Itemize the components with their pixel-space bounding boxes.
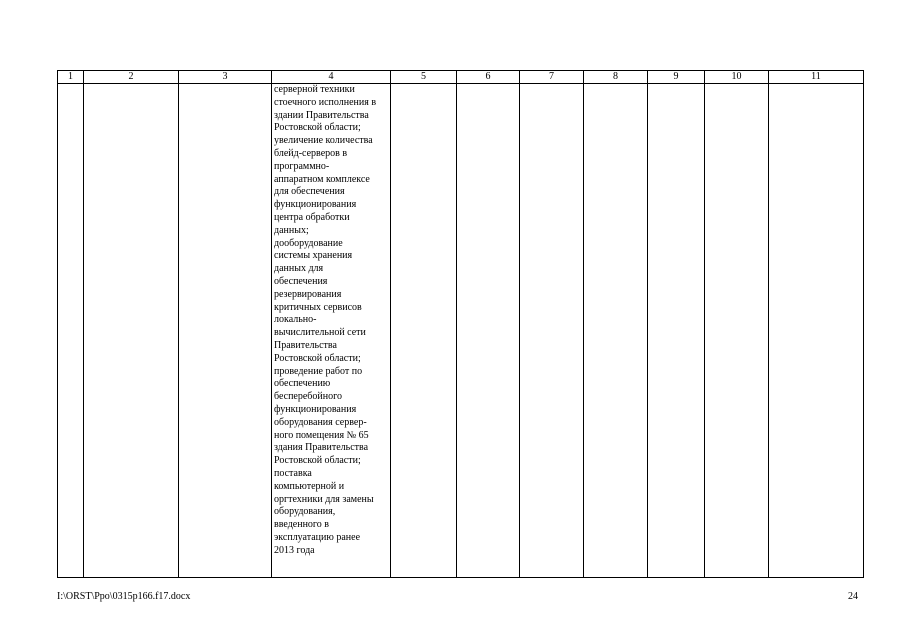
header-cell-3: 3 [179,71,272,84]
header-cell-5: 5 [391,71,457,84]
header-cell-1: 1 [58,71,84,84]
description-line: поставка [274,467,312,479]
cell-col-4-description [272,84,391,578]
cell-col-2 [84,84,179,578]
description-line: резервирования [274,288,342,300]
description-line: эксплуатацию ранее [274,531,361,543]
description-line: увеличение количества [274,135,373,147]
description-line: данных для [274,263,324,275]
cell-col-3 [179,84,272,578]
header-cell-4: 4 [272,71,391,84]
description-line: оргтехники для замены [274,493,374,505]
description-line: системы хранения [274,250,353,262]
cell-col-9 [648,84,705,578]
description-line: бесперебойного [274,391,342,403]
description-line: Правительства [274,339,337,351]
header-cell-11: 11 [769,71,864,84]
description-line: программно- [274,160,330,172]
description-line: стоечного исполнения в [274,96,377,108]
description-line: серверной техники [274,84,355,95]
cell-col-7 [520,84,584,578]
description-line: центра обработки [274,211,350,223]
header-cell-7: 7 [520,71,584,84]
description-line: оборудования, [274,506,336,518]
header-row [58,71,864,84]
description-line: локально- [274,314,317,326]
description-line: Ростовской области; [274,455,361,467]
document-table [57,70,864,578]
description-line: дооборудование [274,237,343,249]
description-line: компьютерной и [274,480,345,492]
description-line: Ростовской области; [274,122,361,134]
description-line: аппаратном комплексе [274,173,370,185]
footer-page-number: 24 [848,591,858,602]
description-line: здания Правительства [274,442,369,454]
description-line: ного помещения № 65 [274,429,369,441]
description-line: обеспечению [274,378,331,390]
footer-file-path: I:\ORST\Ppo\0315p166.f17.docx [57,591,191,602]
header-cell-2: 2 [84,71,179,84]
description-line: вычислительной сети [274,327,366,339]
cell-col-10 [705,84,769,578]
description-line: блейд-серверов в [274,147,348,159]
description-line: 2013 года [274,544,315,556]
description-line: критичных сервисов [274,301,362,313]
cell-col-8 [584,84,648,578]
description-line: Ростовской области; [274,352,361,364]
header-cell-6: 6 [457,71,520,84]
description-line: введенного в [274,519,329,531]
description-line: оборудования сервер- [274,416,367,428]
description-line: функционирования [274,199,357,211]
header-cell-8: 8 [584,71,648,84]
description-line: проведение работ по [274,365,363,377]
table-row [58,84,864,578]
cell-col-5 [391,84,457,578]
cell-col-11 [769,84,864,578]
cell-col-1 [58,84,84,578]
description-line: функционирования [274,403,357,415]
header-cell-10: 10 [705,71,769,84]
description-line: обеспечения [274,275,328,287]
cell-col-6 [457,84,520,578]
description-line: здании Правительства [274,109,369,121]
header-cell-9: 9 [648,71,705,84]
description-line: для обеспечения [274,186,345,198]
description-line: данных; [274,224,309,236]
